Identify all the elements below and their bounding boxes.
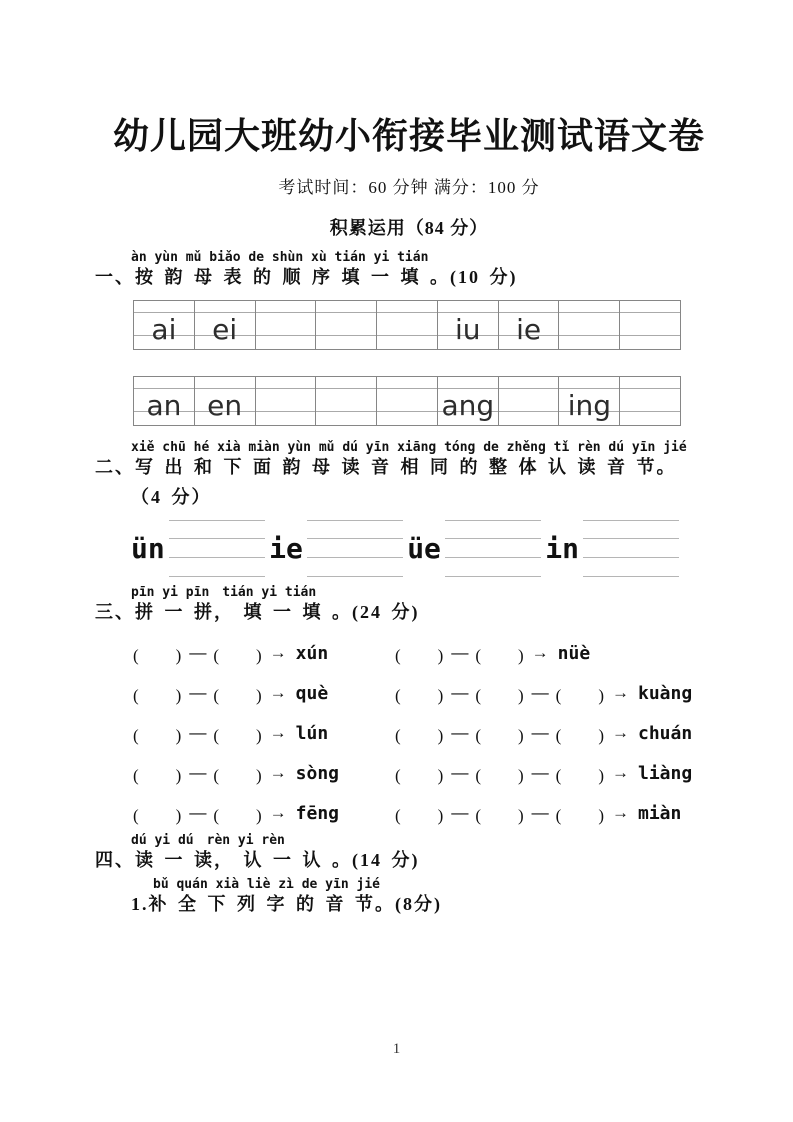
answer-paren-blank: ( ): [133, 805, 183, 825]
target-syllable: miàn: [637, 802, 682, 824]
dash-connector: —: [531, 683, 549, 702]
arrow-icon: →: [269, 683, 287, 702]
target-syllable: nüè: [557, 642, 591, 664]
arrow-icon: →: [269, 643, 287, 662]
vowel-label: in: [545, 532, 579, 565]
answer-paren-blank: ( ): [395, 725, 445, 745]
question-2-pinyin: xiě chū hé xià miàn yùn mǔ dú yīn xiāng tóng de zhěng tǐ rèn dú yīn jié: [131, 440, 687, 455]
arrow-icon: →: [611, 683, 629, 702]
answer-paren-blank: ( ): [133, 645, 183, 665]
dash-connector: —: [189, 643, 207, 662]
table-cell-filled: [499, 301, 560, 349]
syllable-blend-group: [395, 641, 590, 666]
pinyin-blend-row: [133, 713, 723, 753]
table-cell-filled: [134, 301, 195, 349]
dash-connector: —: [451, 803, 469, 822]
dash-connector: —: [451, 763, 469, 782]
answer-paren-blank: ( ): [555, 805, 605, 825]
vowel-label: ün: [131, 532, 165, 565]
vowel-letter: iu: [455, 313, 481, 346]
arrow-icon: →: [269, 723, 287, 742]
table-cell-empty: [620, 301, 680, 349]
vowel-with-blank: [269, 520, 403, 577]
vowel-with-blank: [407, 520, 541, 577]
answer-paren-blank: ( ): [133, 725, 183, 745]
table-cell-empty: [316, 301, 377, 349]
question-3-title: 三、拼 一 拼， 填 一 填 。(24 分): [95, 602, 420, 622]
target-syllable: kuàng: [637, 682, 693, 704]
vowel-letter: ang: [441, 389, 495, 422]
question-4-1-title: 1.补 全 下 列 字 的 音 节。(8分): [131, 894, 442, 914]
table-cell-empty: [559, 301, 620, 349]
answer-paren-blank: ( ): [555, 725, 605, 745]
page-title: 幼儿园大班幼小衔接毕业测试语文卷: [112, 116, 705, 157]
target-syllable: fēng: [295, 802, 340, 824]
syllable-blend-group: [133, 721, 395, 746]
dash-connector: —: [189, 763, 207, 782]
table-cell-filled: [134, 377, 195, 425]
dash-connector: —: [451, 643, 469, 662]
target-syllable: xún: [295, 642, 329, 664]
answer-paren-blank: ( ): [475, 645, 525, 665]
answer-paren-blank: ( ): [213, 645, 263, 665]
pinyin-blend-row: [133, 753, 723, 793]
table-cell-empty: [620, 377, 680, 425]
dash-connector: —: [451, 683, 469, 702]
question-2: [95, 440, 723, 577]
syllable-blend-group: [133, 801, 395, 826]
vowel-with-blank: [131, 520, 265, 577]
dash-connector: —: [531, 763, 549, 782]
vowel-table-row2: [133, 376, 681, 426]
answer-blank-fourline: [307, 520, 403, 577]
syllable-blend-group: [395, 801, 681, 826]
table-cell-filled: [559, 377, 620, 425]
answer-paren-blank: ( ): [475, 765, 525, 785]
vowel-label: ie: [269, 532, 303, 565]
arrow-icon: →: [611, 803, 629, 822]
syllable-blend-group: [395, 721, 692, 746]
vowel-with-blank: [545, 520, 679, 577]
answer-paren-blank: ( ): [475, 725, 525, 745]
answer-paren-blank: ( ): [213, 805, 263, 825]
dash-connector: —: [531, 723, 549, 742]
vowel-label: üe: [407, 532, 441, 565]
answer-paren-blank: ( ): [555, 685, 605, 705]
part-header: 积累运用（84 分）: [329, 218, 489, 238]
answer-paren-blank: ( ): [395, 685, 445, 705]
table-cell-filled: [438, 301, 499, 349]
answer-blank-fourline: [583, 520, 679, 577]
answer-paren-blank: ( ): [213, 685, 263, 705]
pinyin-blend-row: [133, 673, 723, 713]
answer-paren-blank: ( ): [133, 685, 183, 705]
answer-blank-fourline: [169, 520, 265, 577]
syllable-blend-group: [133, 681, 395, 706]
answer-paren-blank: ( ): [395, 645, 445, 665]
syllable-blend-group: [133, 641, 395, 666]
exam-meta: 考试时间：60 分钟 满分：100 分: [278, 178, 540, 197]
dash-connector: —: [451, 723, 469, 742]
question-3: [95, 585, 723, 833]
dash-connector: —: [531, 803, 549, 822]
vowel-letter: an: [146, 389, 182, 422]
question-4-pinyin: dú yi dú rèn yi rèn: [131, 833, 285, 848]
vowel-blank-row: [131, 520, 679, 577]
vowel-letter: ie: [516, 313, 542, 346]
question-1-title: 一、按 韵 母 表 的 顺 序 填 一 填 。(10 分): [95, 267, 518, 287]
blend-rows: [95, 633, 723, 833]
question-4-title: 四、读 一 读， 认 一 认 。(14 分): [95, 850, 420, 870]
question-1-pinyin: àn yùn mǔ biǎo de shùn xù tián yi tián: [131, 250, 429, 265]
question-4-1-pinyin: bǔ quán xià liè zì de yīn jié: [153, 877, 380, 892]
arrow-icon: →: [531, 643, 549, 662]
table-cell-empty: [377, 301, 438, 349]
answer-paren-blank: ( ): [475, 685, 525, 705]
vowel-letter: ing: [567, 389, 612, 422]
target-syllable: chuán: [637, 722, 693, 744]
arrow-icon: →: [269, 763, 287, 782]
answer-paren-blank: ( ): [213, 725, 263, 745]
question-2-score: （4 分）: [131, 487, 212, 507]
arrow-icon: →: [611, 723, 629, 742]
table-cell-empty: [316, 377, 377, 425]
dash-connector: —: [189, 723, 207, 742]
target-syllable: liàng: [637, 762, 693, 784]
answer-paren-blank: ( ): [133, 765, 183, 785]
dash-connector: —: [189, 683, 207, 702]
answer-paren-blank: ( ): [213, 765, 263, 785]
arrow-icon: →: [269, 803, 287, 822]
syllable-blend-group: [395, 761, 692, 786]
vowel-letter: en: [207, 389, 243, 422]
table-cell-empty: [256, 377, 317, 425]
target-syllable: què: [295, 682, 329, 704]
table-cell-empty: [499, 377, 560, 425]
answer-paren-blank: ( ): [475, 805, 525, 825]
question-4: [95, 833, 723, 915]
table-cell-filled: [195, 377, 256, 425]
table-cell-filled: [195, 301, 256, 349]
question-2-title: 二、写 出 和 下 面 韵 母 读 音 相 同 的 整 体 认 读 音 节。: [95, 457, 677, 477]
vowel-letter: ei: [212, 313, 238, 346]
question-1: [95, 250, 723, 426]
pinyin-blend-row: [133, 793, 723, 833]
answer-paren-blank: ( ): [395, 805, 445, 825]
pinyin-blend-row: [133, 633, 723, 673]
dash-connector: —: [189, 803, 207, 822]
syllable-blend-group: [395, 681, 692, 706]
syllable-blend-group: [133, 761, 395, 786]
answer-paren-blank: ( ): [555, 765, 605, 785]
target-syllable: sòng: [295, 762, 340, 784]
answer-blank-fourline: [445, 520, 541, 577]
target-syllable: lún: [295, 722, 329, 744]
table-cell-empty: [256, 301, 317, 349]
vowel-table-row1: [133, 300, 681, 350]
question-3-pinyin: pīn yi pīn tián yi tián: [131, 585, 317, 600]
page-number: 1: [392, 1041, 401, 1057]
table-cell-filled: [438, 377, 499, 425]
table-cell-empty: [377, 377, 438, 425]
answer-paren-blank: ( ): [395, 765, 445, 785]
arrow-icon: →: [611, 763, 629, 782]
vowel-letter: ai: [151, 313, 177, 346]
